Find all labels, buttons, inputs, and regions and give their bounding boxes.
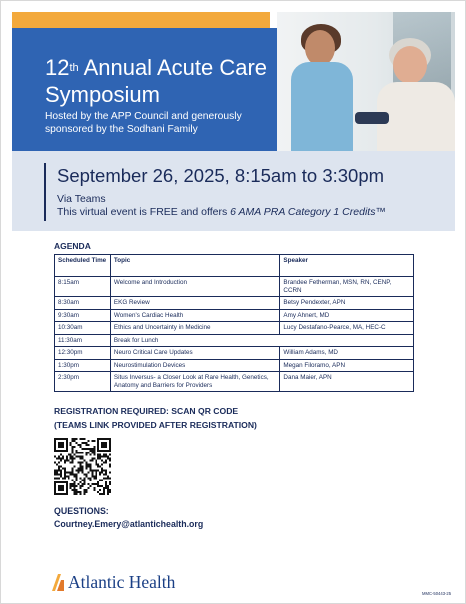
row-speaker: Dana Maier, APN (280, 372, 414, 392)
event-credits: This virtual event is FREE and offers 6 AMA PRA Category 1 Credits™ (57, 206, 386, 218)
row-time: 10:30am (55, 322, 111, 335)
row-topic: Ethics and Uncertainty in Medicine (110, 322, 279, 335)
row-speaker: William Adams, MD (280, 347, 414, 360)
registration-line-1: REGISTRATION REQUIRED: SCAN QR CODE (54, 406, 239, 416)
row-topic: Welcome and Introduction (110, 277, 279, 297)
event-details-band (12, 151, 455, 231)
qr-code-icon[interactable] (54, 438, 111, 495)
row-topic: Break for Lunch (110, 334, 413, 347)
row-time: 1:30pm (55, 359, 111, 372)
questions-label: QUESTIONS: (54, 506, 109, 516)
table-row (55, 309, 414, 322)
band-divider (44, 163, 46, 221)
table-row (55, 297, 414, 310)
table-row (55, 322, 414, 335)
document-code: MMC-50443-25 (422, 591, 452, 596)
row-time: 11:30am (55, 334, 111, 347)
agenda-header-row (55, 255, 414, 277)
header-time: Scheduled Time (55, 255, 111, 277)
event-platform: Via Teams (57, 193, 106, 205)
agenda-table (54, 254, 414, 392)
contact-email-link[interactable]: Courtney.Emery@atlantichealth.org (54, 519, 204, 529)
row-speaker: Amy Ahnert, MD (280, 309, 414, 322)
atlantic-health-logo-icon (52, 574, 64, 591)
registration-notice (54, 404, 257, 432)
header-topic: Topic (110, 255, 279, 277)
hero-banner (12, 12, 455, 151)
hero-subtitle: Hosted by the APP Council and generously sponsored by the Sodhani Family (45, 111, 242, 135)
hero-photo-nurse-patient (277, 12, 455, 151)
header-speaker: Speaker (280, 255, 414, 277)
row-time: 8:30am (55, 297, 111, 310)
row-time: 8:15am (55, 277, 111, 297)
registration-line-2: (TEAMS LINK PROVIDED AFTER REGISTRATION) (54, 420, 257, 430)
table-row (55, 334, 414, 347)
event-date: September 26, 2025, 8:15am to 3:30pm (57, 165, 385, 186)
row-topic: Neuro Critical Care Updates (110, 347, 279, 360)
logo-text: Atlantic Health (68, 571, 176, 592)
row-topic: Situs Inversus- a Closer Look at Rare Health, Genetics, Anatomy and Barriers for Providers (110, 372, 279, 392)
table-row (55, 277, 414, 297)
row-speaker: Brandee Fetherman, MSN, RN, CENP, CCRN (280, 277, 414, 297)
row-speaker: Betsy Pendexter, APN (280, 297, 414, 310)
hero-accent-bar (12, 12, 270, 28)
row-topic: Neurostimulation Devices (110, 359, 279, 372)
table-row (55, 372, 414, 392)
row-topic: EKG Review (110, 297, 279, 310)
row-speaker: Lucy Destafano-Pearce, MA, HEC-C (280, 322, 414, 335)
row-time: 12:30pm (55, 347, 111, 360)
page-title: 12th Annual Acute Care Symposium (45, 55, 268, 107)
row-topic: Women's Cardiac Health (110, 309, 279, 322)
row-time: 9:30am (55, 309, 111, 322)
agenda-heading: AGENDA (54, 241, 91, 251)
atlantic-health-logo (52, 572, 175, 592)
row-speaker: Megan Filoramo, APN (280, 359, 414, 372)
table-row (55, 347, 414, 360)
row-time: 2:30pm (55, 372, 111, 392)
table-row (55, 359, 414, 372)
